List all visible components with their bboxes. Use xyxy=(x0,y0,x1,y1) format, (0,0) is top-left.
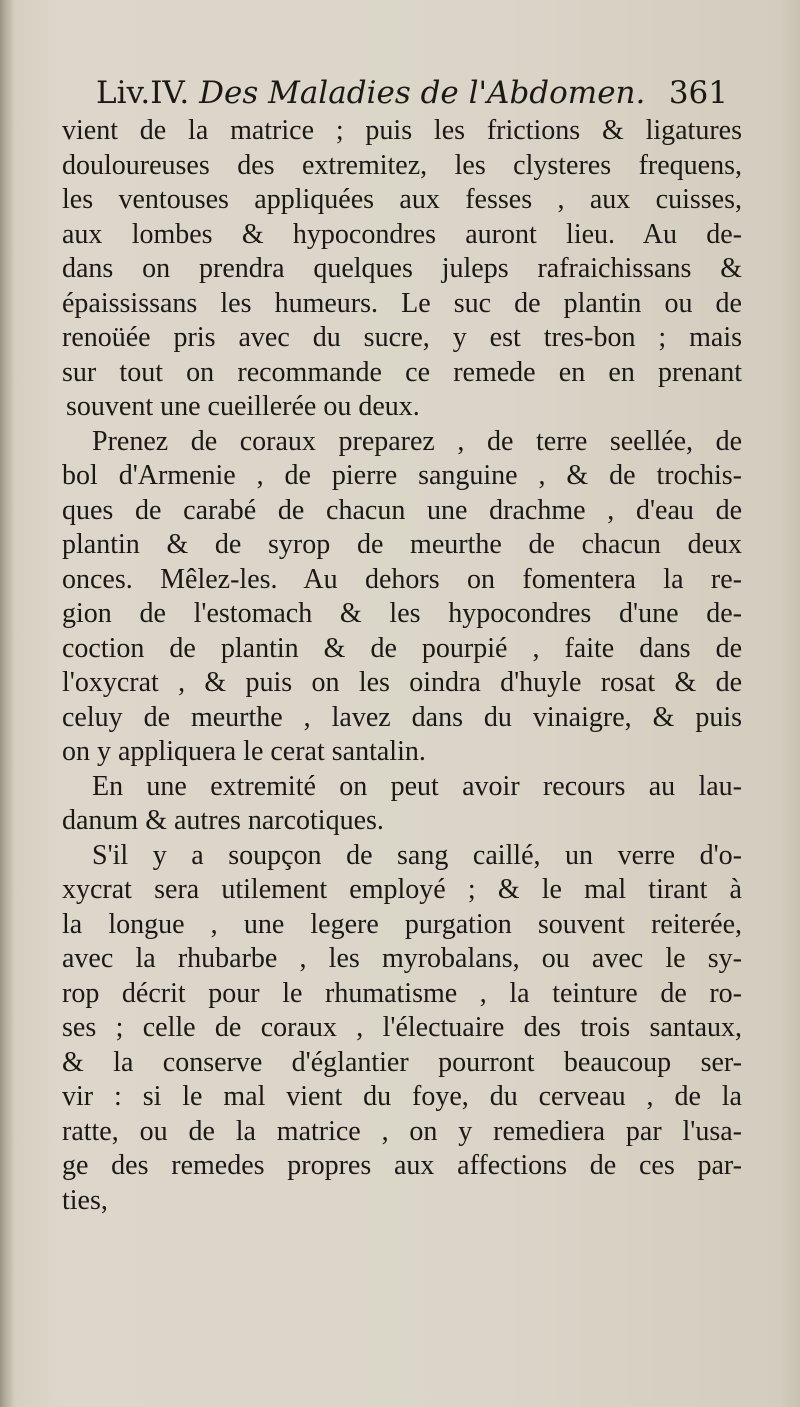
text-line: avec la rhubarbe , les myrobalans, ou avec le sy- xyxy=(62,943,742,974)
text-line: bol d'Armenie , de pierre sanguine , & de trochis- xyxy=(62,460,742,491)
text-line: les ventouses appliquées aux fesses , aux cuisses, xyxy=(62,184,742,215)
page-gutter xyxy=(0,0,14,1407)
text-line: S'il y a soupçon de sang caillé, un verre d'o- xyxy=(92,839,742,871)
text-line: aux lombes & hypocondres auront lieu. Au de- xyxy=(62,218,742,250)
text-line: sur tout on recommande ce remede en en prenant xyxy=(62,356,742,388)
text-line: vient de la matrice ; puis les frictions & ligatures xyxy=(62,115,742,146)
page-number: 361 xyxy=(668,75,728,111)
text-line: vir : si le mal vient du foye, du cerveau , de la xyxy=(62,1081,742,1112)
text-line: xycrat sera utilement employé ; & le mal tirant à xyxy=(62,874,742,905)
running-title: Des Maladies de l'Abdomen. xyxy=(199,75,646,111)
body-text xyxy=(62,114,742,1218)
text-line: la longue , une legere purgation souvent reiterée, xyxy=(62,908,742,940)
text-line: rop décrit pour le rhumatisme , la teinture de ro- xyxy=(62,977,742,1009)
text-line: l'oxycrat , & puis on les oindra d'huyle rosat & de xyxy=(62,667,742,698)
text-line: douloureuses des extremitez, les clysteres frequens, xyxy=(62,149,742,181)
text-line: coction de plantin & de pourpié , faite dans de xyxy=(62,632,742,664)
text-line: on y appliquera le cerat santalin. xyxy=(62,736,426,767)
text-line: gion de l'estomach & les hypocondres d'une de- xyxy=(62,598,742,629)
text-line: ques de carabé de chacun une drachme , d'eau de xyxy=(62,494,742,526)
text-line: Prenez de coraux preparez , de terre seellée, de xyxy=(92,425,742,457)
text-line: souvent une cueillerée ou deux. xyxy=(66,391,420,422)
text-line: En une extremité on peut avoir recours au lau- xyxy=(92,770,742,802)
text-line: onces. Mêlez-les. Au dehors on fomentera la re- xyxy=(62,563,742,595)
text-line: & la conserve d'églantier pourront beaucoup ser- xyxy=(62,1046,742,1078)
text-line: celuy de meurthe , lavez dans du vinaigre, & puis xyxy=(62,701,742,733)
text-line: ses ; celle de coraux , l'électuaire des trois santaux, xyxy=(62,1012,742,1043)
text-line: ge des remedes propres aux affections de ces par- xyxy=(62,1150,742,1181)
text-line: ratte, ou de la matrice , on y remediera par l'usa- xyxy=(62,1115,742,1147)
running-header xyxy=(96,70,728,116)
text-line: danum & autres narcotiques. xyxy=(62,805,384,836)
text-line: dans on prendra quelques juleps rafraichissans & xyxy=(62,253,742,284)
book-section: Liv.IV. xyxy=(96,75,190,111)
text-line: ties, xyxy=(62,1184,108,1216)
text-line: renoüée pris avec du sucre, y est tres-bon ; mais xyxy=(62,322,742,353)
text-line: épaississans les humeurs. Le suc de plantin ou de xyxy=(62,287,742,319)
text-line: plantin & de syrop de meurthe de chacun deux xyxy=(62,529,742,560)
